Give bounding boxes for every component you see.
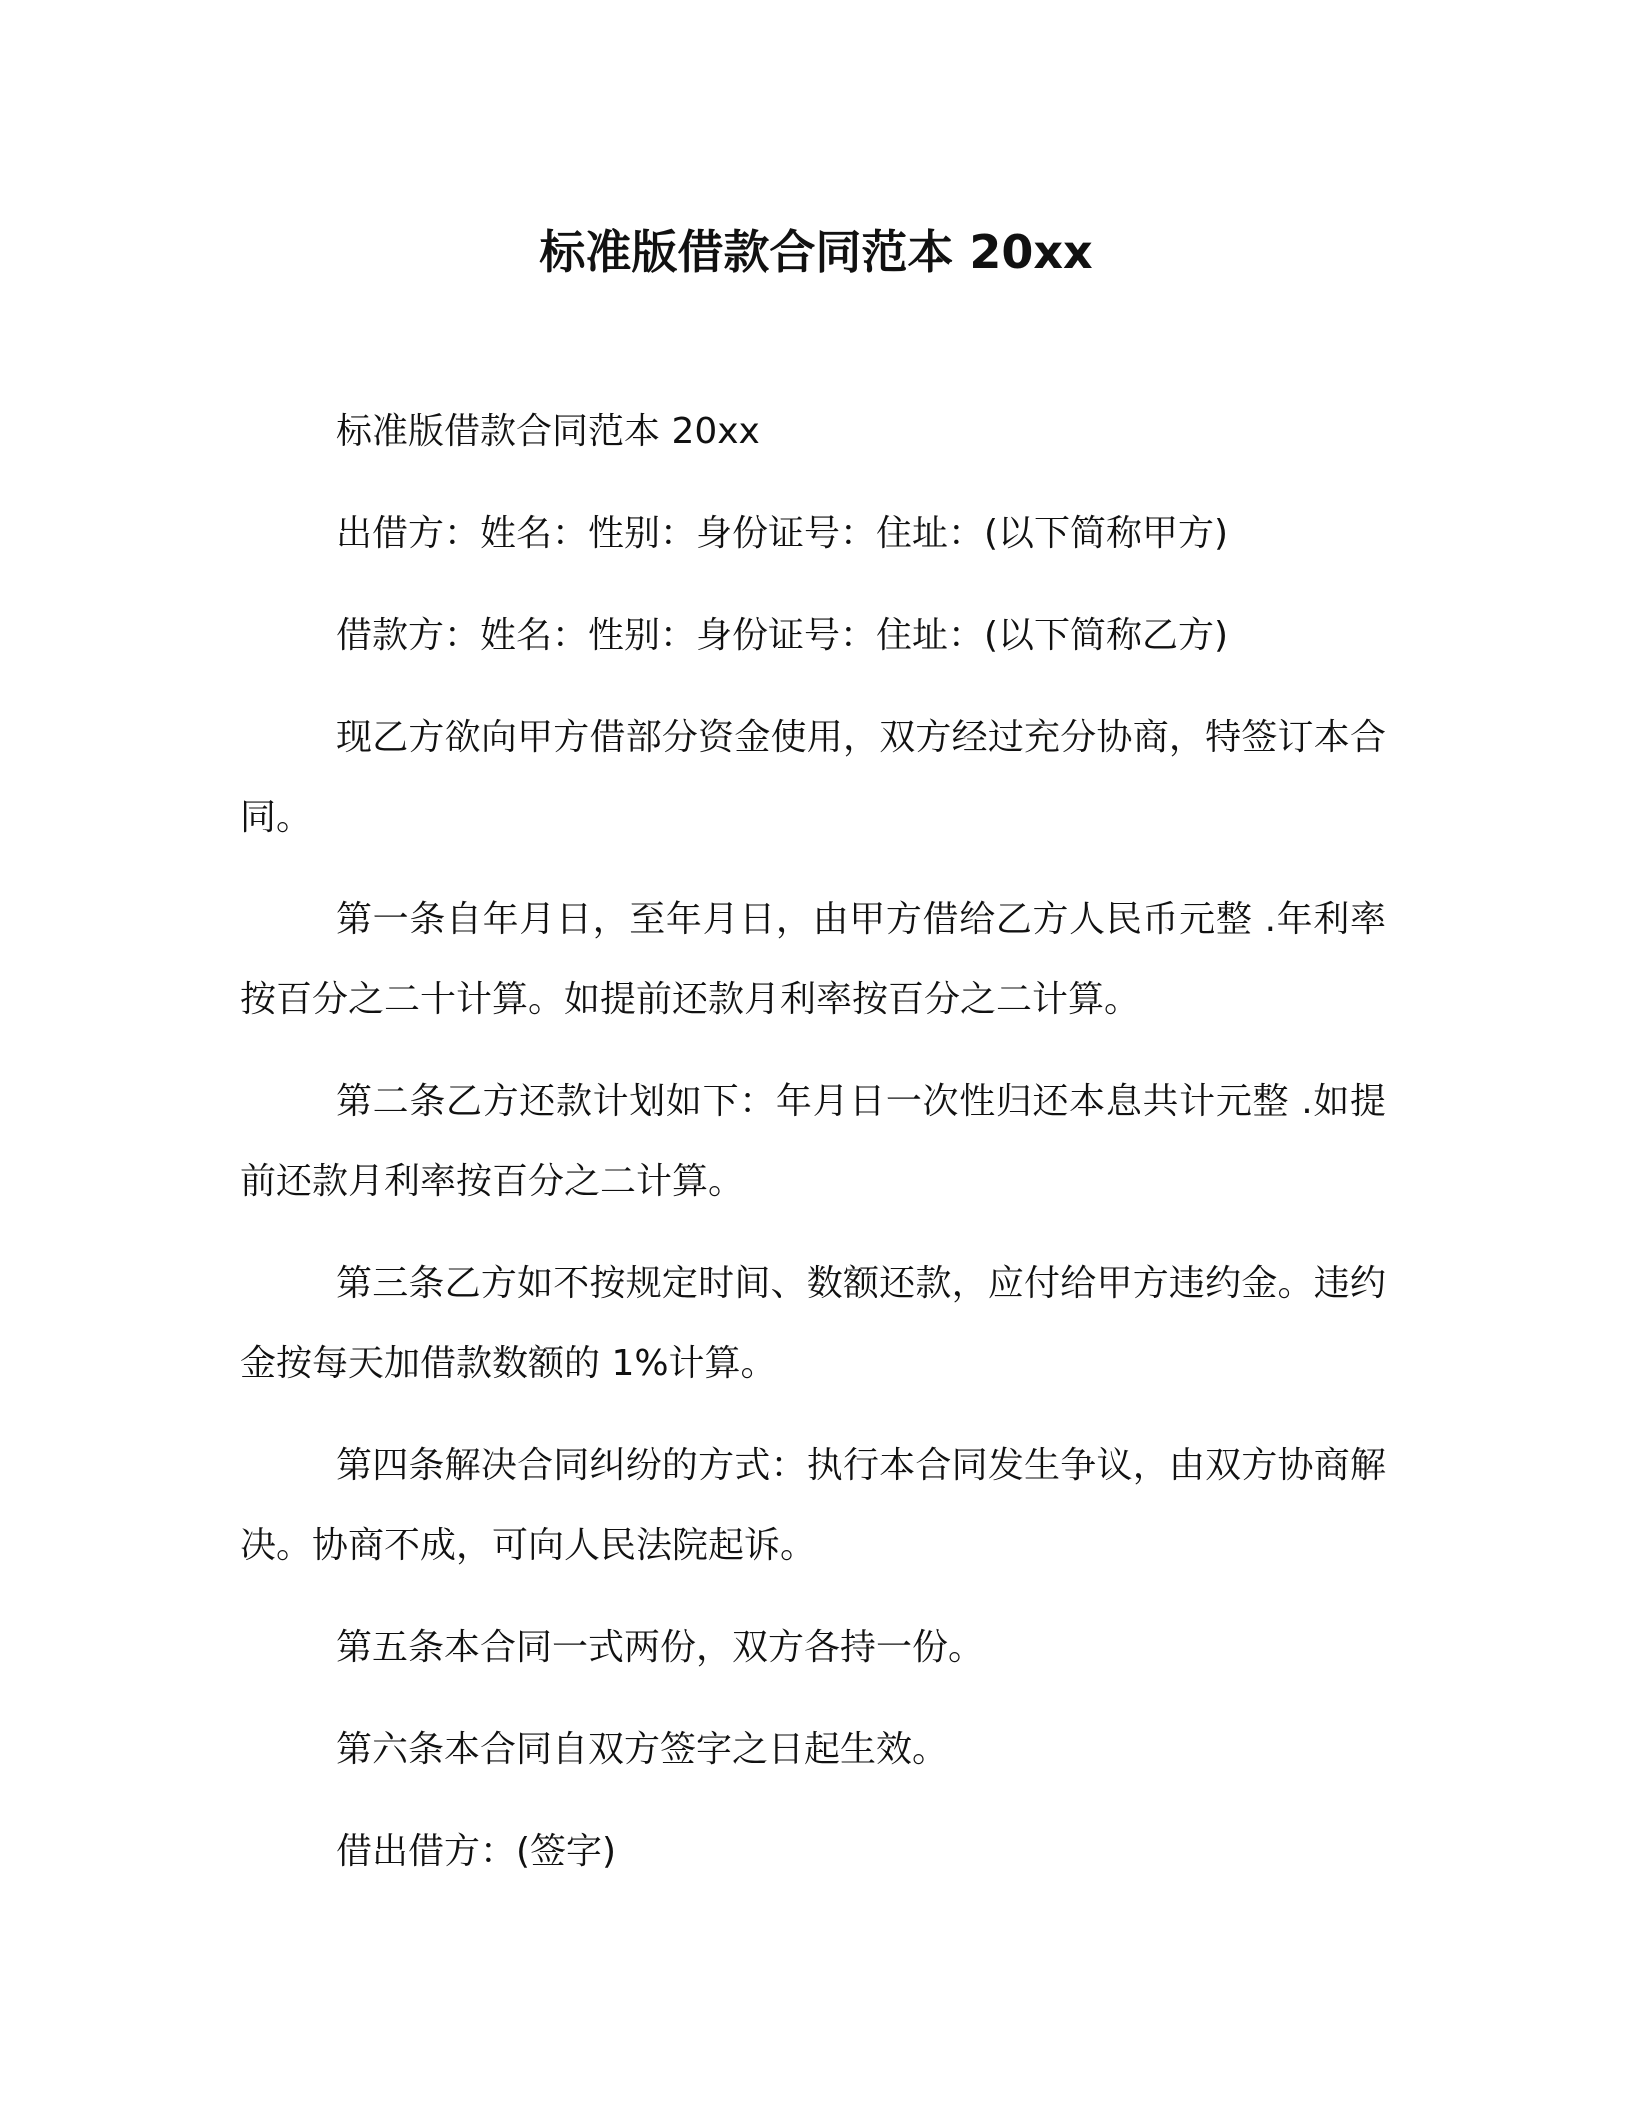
document-title: 标准版借款合同范本 20xx (539, 225, 1093, 279)
paragraph-preamble: 现乙方欲向甲方借部分资金使用，双方经过充分协商，特签订本合同。 (240, 717, 1386, 838)
paragraph-article-5: 第五条本合同一式两份，双方各持一份。 (336, 1627, 985, 1668)
paragraph-article-6: 第六条本合同自双方签字之日起生效。 (336, 1729, 949, 1770)
paragraph-borrower-info: 借款方：姓名：性别：身份证号：住址：(以下简称乙方) (336, 615, 1229, 656)
document-body (240, 392, 1386, 1892)
paragraph-subtitle: 标准版借款合同范本 20xx (336, 411, 760, 452)
paragraph-article-4: 第四条解决合同纠纷的方式：执行本合同发生争议，由双方协商解决。协商不成，可向人民法院起诉。 (240, 1445, 1386, 1566)
paragraph-article-3: 第三条乙方如不按规定时间、数额还款，应付给甲方违约金。违约金按每天加借款数额的 1%计算。 (240, 1263, 1386, 1384)
paragraph-signature: 借出借方：(签字) (336, 1831, 617, 1872)
paragraph-article-1: 第一条自年月日，至年月日，由甲方借给乙方人民币元整 .年利率按百分之二十计算。如提前还款月利率按百分之二计算。 (240, 899, 1386, 1020)
paragraph-lender-info: 出借方：姓名：性别：身份证号：住址：(以下简称甲方) (336, 513, 1229, 554)
paragraph-article-2: 第二条乙方还款计划如下：年月日一次性归还本息共计元整 .如提前还款月利率按百分之二计算。 (240, 1081, 1386, 1202)
